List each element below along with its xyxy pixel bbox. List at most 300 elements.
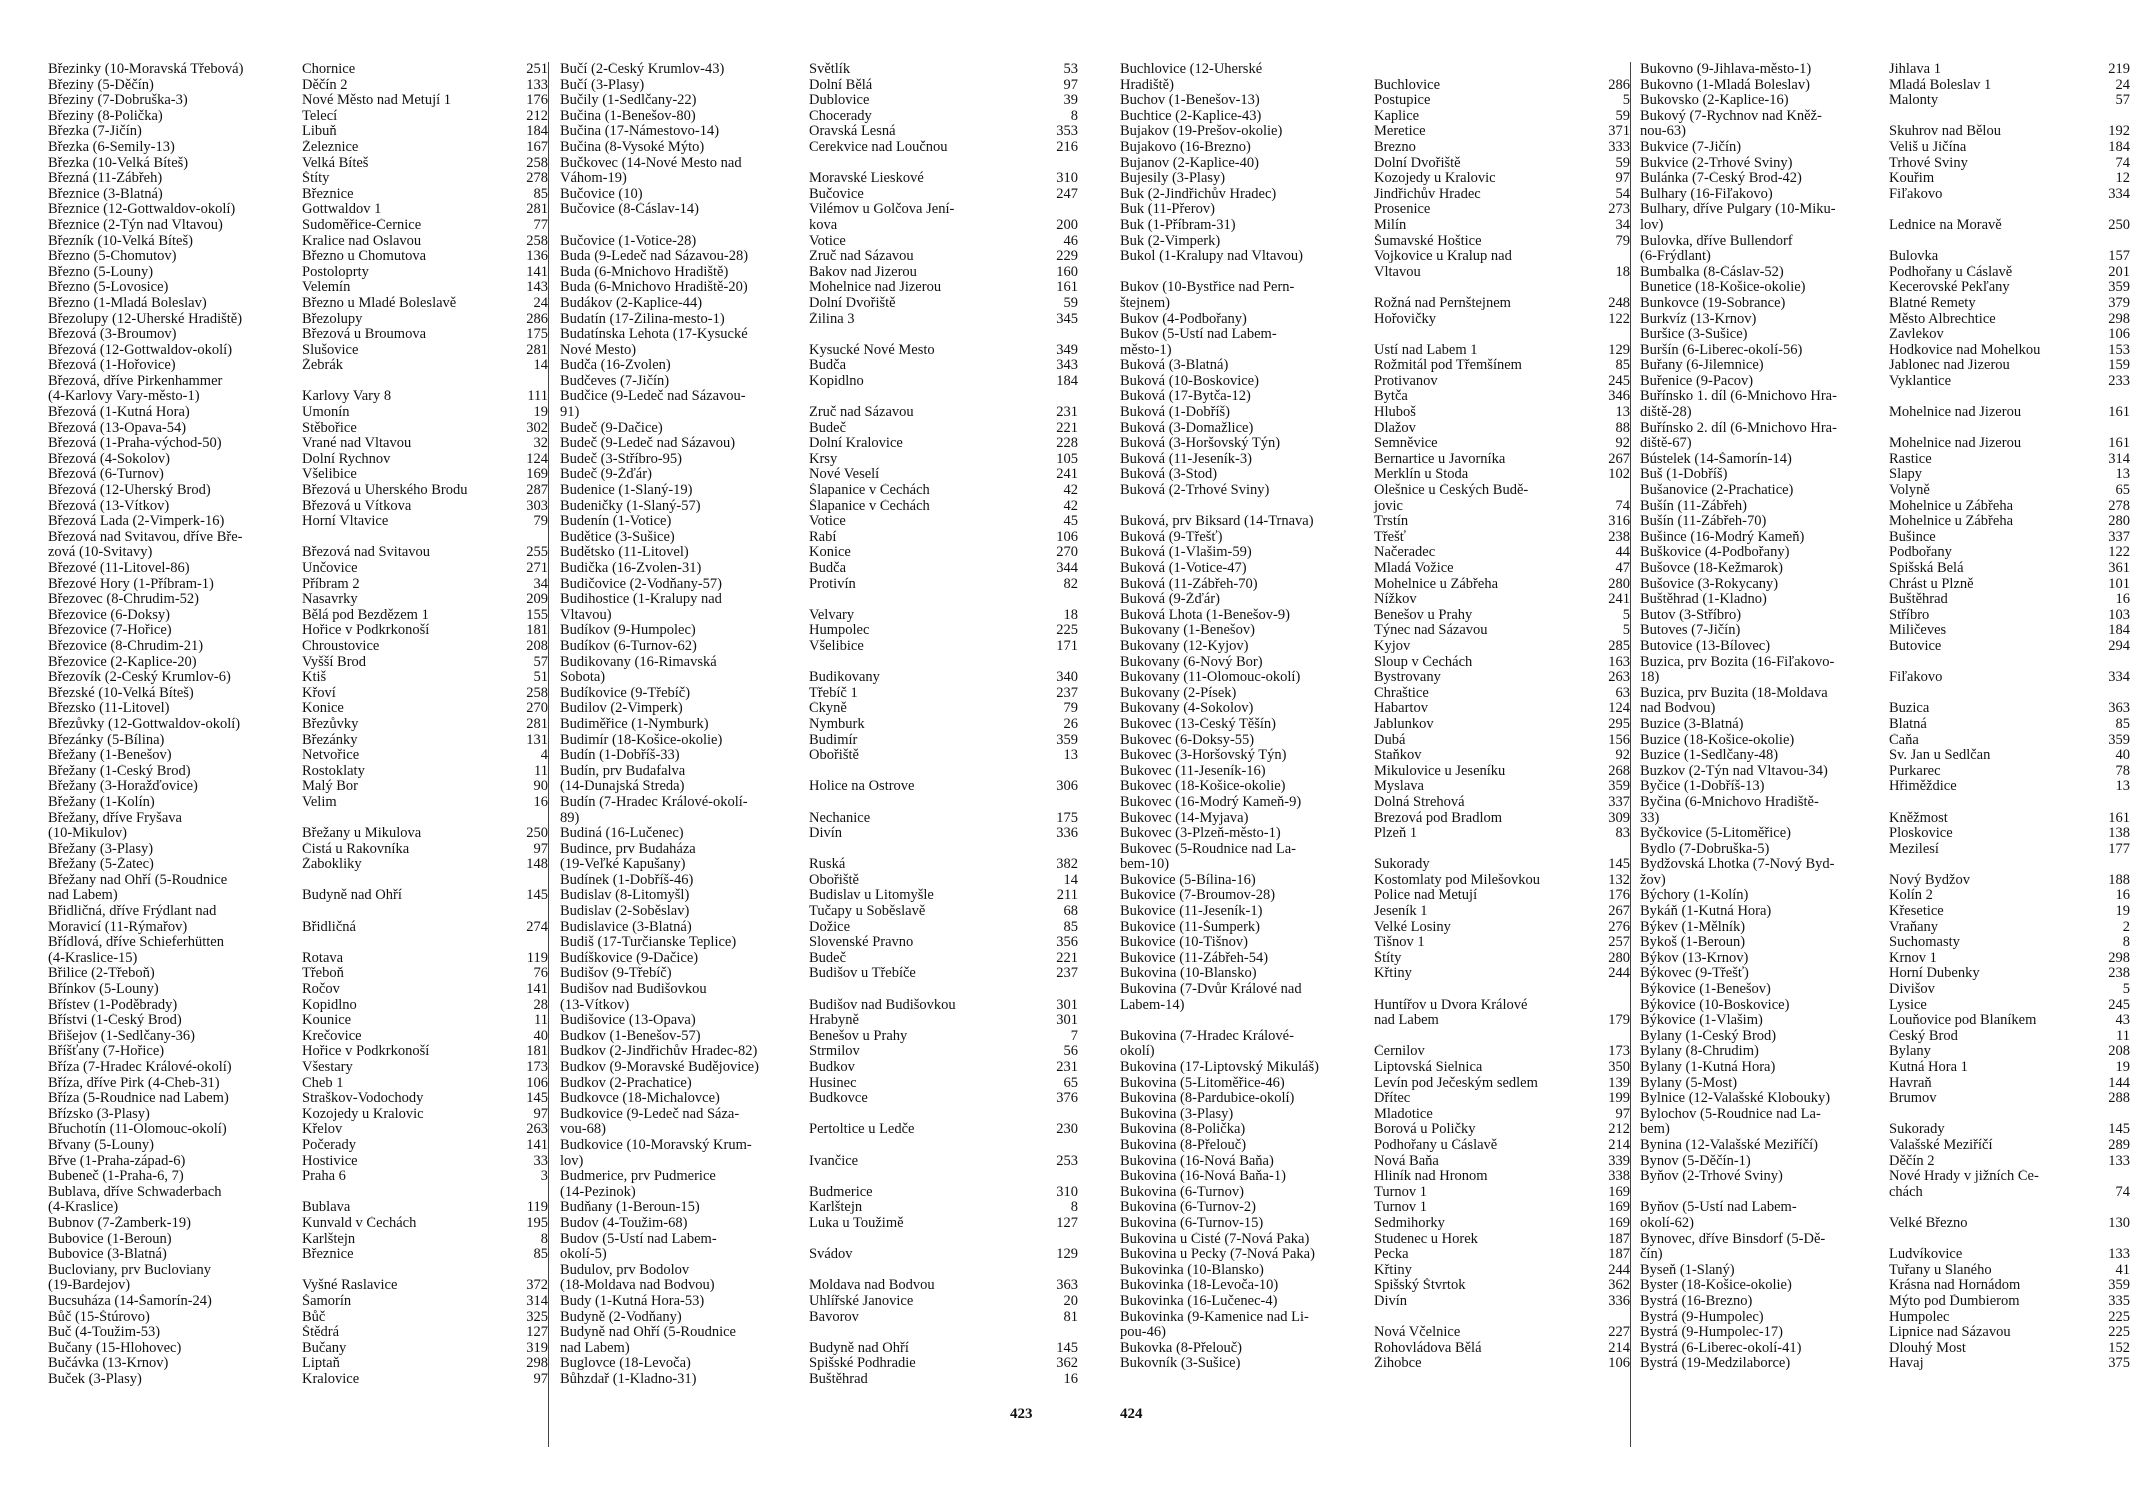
entry-number: 306 bbox=[1056, 778, 1078, 795]
entry-post-office: Meretice bbox=[1374, 124, 1426, 140]
entry-post-office bbox=[805, 156, 1038, 172]
index-entry bbox=[1640, 1169, 2130, 1185]
entry-number: 4 bbox=[540, 747, 548, 764]
index-entry bbox=[1120, 452, 1630, 468]
entry-post-office: Kyjov bbox=[1374, 638, 1411, 654]
index-entry bbox=[48, 1341, 548, 1357]
entry-place: Březka (7-Jičín) bbox=[48, 124, 142, 140]
entry-post-office bbox=[805, 655, 1038, 671]
entry-place: Bukovinka (9-Kamenice nad Li- bbox=[1120, 1309, 1309, 1325]
entry-post-office: Divišov bbox=[1889, 982, 1935, 998]
index-entry bbox=[1120, 1278, 1630, 1294]
entry-number bbox=[2090, 109, 2130, 125]
entry-post-office: Luka u Toužimě bbox=[809, 1215, 904, 1231]
index-entry bbox=[560, 701, 1078, 717]
entry-number: 11 bbox=[534, 762, 548, 779]
entry-place: Byňov (2-Trhové Sviny) bbox=[1640, 1169, 1783, 1185]
entry-post-office: Kolín 2 bbox=[1889, 888, 1933, 904]
entry-post-office bbox=[805, 764, 1038, 780]
entry-number: 169 bbox=[1608, 1214, 1630, 1231]
entry-number bbox=[1038, 764, 1078, 780]
entry-post-office: Chocerady bbox=[809, 108, 872, 124]
entry-place: Buková Lhota (1-Benešov-9) bbox=[1120, 607, 1290, 623]
entry-post-office: Šumavské Hoštice bbox=[1374, 233, 1482, 249]
entry-number: 5 bbox=[1622, 622, 1630, 639]
entry-number bbox=[508, 530, 548, 546]
entry-place: Buřínsko 1. díl (6-Mnichovo Hra- bbox=[1640, 389, 1837, 405]
entry-number: 244 bbox=[1608, 965, 1630, 982]
entry-number: 83 bbox=[1615, 825, 1630, 842]
entry-post-office: Olešnice u Českých Budě- bbox=[1374, 483, 1529, 499]
entry-place: Bukovec (3-Horšovský Týn) bbox=[1120, 748, 1287, 764]
entry-number: 314 bbox=[2108, 450, 2130, 467]
entry-post-office bbox=[1885, 109, 2090, 125]
entry-post-office: Bystrovany bbox=[1374, 670, 1441, 686]
entry-place: Bulhary (16-Fiľakovo) bbox=[1640, 186, 1773, 202]
entry-place: Budatínska Lehota (17-Kysucké bbox=[560, 327, 748, 343]
entry-post-office: Mladotice bbox=[1374, 1106, 1433, 1122]
index-entry bbox=[1640, 873, 2130, 889]
entry-post-office: Cerekvice nad Loučnou bbox=[809, 139, 948, 155]
index-entry bbox=[1120, 1341, 1630, 1357]
entry-number: 359 bbox=[2108, 731, 2130, 748]
entry-number: 216 bbox=[1056, 138, 1078, 155]
entry-place: Březánky (5-Bílina) bbox=[48, 732, 165, 748]
index-entry bbox=[48, 1310, 548, 1326]
entry-place: Bukovice (10-Tišnov) bbox=[1120, 935, 1248, 951]
index-entry bbox=[1120, 670, 1630, 686]
index-entry bbox=[48, 966, 548, 982]
entry-place: Bušince (16-Modrý Kameň) bbox=[1640, 529, 1805, 545]
entry-post-office: Rastice bbox=[1889, 451, 1932, 467]
entry-number: 233 bbox=[2108, 372, 2130, 389]
entry-post-office: Spišská Belá bbox=[1889, 561, 1964, 576]
index-entry bbox=[1120, 62, 1630, 78]
entry-number: 173 bbox=[1608, 1043, 1630, 1060]
entry-post-office: Město Albrechtice bbox=[1889, 311, 1996, 327]
entry-number: 16 bbox=[2115, 591, 2130, 608]
entry-place: Bukovka (8-Přelouč) bbox=[1120, 1340, 1243, 1356]
entry-post-office bbox=[1370, 1310, 1590, 1326]
entry-number: 42 bbox=[1063, 497, 1078, 514]
entry-post-office: Vyšné Raslavice bbox=[302, 1278, 398, 1294]
entry-number bbox=[1590, 982, 1630, 998]
entry-post-office: Trhové Sviny bbox=[1889, 155, 1968, 171]
entry-place: Bukovina u Čisté (7-Nová Paka) bbox=[1120, 1231, 1310, 1247]
entry-place: Bukovinka (10-Blansko) bbox=[1120, 1262, 1264, 1278]
entry-place: pou-46) bbox=[1120, 1325, 1166, 1341]
index-entry bbox=[560, 951, 1078, 967]
entry-place: Buková (2-Trhové Sviny) bbox=[1120, 483, 1270, 499]
entry-post-office: Březová u Broumova bbox=[302, 327, 427, 343]
entry-place: Budkovice (10-Moravský Krum- bbox=[560, 1137, 752, 1153]
entry-place: Bukový (7-Rychnov nad Kněž- bbox=[1640, 108, 1822, 124]
entry-post-office: Bučany bbox=[302, 1340, 347, 1356]
entry-place: Bukovno (1-Mladá Boleslav) bbox=[1640, 77, 1810, 93]
entry-place: Buková (1-Votice-47) bbox=[1120, 561, 1247, 576]
entry-place: Březůvky (12-Gottwaldov-okolí) bbox=[48, 716, 241, 732]
index-entry bbox=[1120, 764, 1630, 780]
entry-number: 28 bbox=[533, 996, 548, 1013]
entry-post-office: Kopidlno bbox=[302, 997, 357, 1013]
entry-place: Budín (1-Dobříš-33) bbox=[560, 748, 680, 764]
entry-place: Bylany (5-Most) bbox=[1640, 1075, 1738, 1091]
entry-post-office: Malý Bor bbox=[302, 779, 358, 795]
entry-post-office: Zruč nad Sázavou bbox=[809, 405, 914, 421]
entry-number bbox=[1038, 592, 1078, 608]
index-entry bbox=[1120, 436, 1630, 452]
entry-number: 200 bbox=[1056, 216, 1078, 233]
index-entry bbox=[48, 389, 548, 405]
entry-number: 163 bbox=[1608, 653, 1630, 670]
index-entry bbox=[1640, 140, 2130, 156]
entry-number bbox=[508, 811, 548, 827]
entry-place: Budmerice, prv Pudmerice bbox=[560, 1169, 716, 1185]
entry-post-office: Merklín u Stoda bbox=[1374, 467, 1469, 483]
entry-post-office: Dolní Dvořiště bbox=[1374, 155, 1461, 171]
entry-post-office: Netvořice bbox=[302, 748, 360, 764]
index-entry bbox=[560, 1138, 1078, 1154]
entry-number: 339 bbox=[1608, 1152, 1630, 1169]
entry-place: Budeč (9-Ledeč nad Sázavou) bbox=[560, 436, 736, 452]
index-entry bbox=[1120, 1091, 1630, 1107]
entry-place: město-1) bbox=[1120, 342, 1172, 358]
entry-post-office: Kopidlno bbox=[809, 373, 864, 389]
entry-place: Břízsko (3-Plasy) bbox=[48, 1106, 150, 1122]
entry-place: Bukovany (1-Benešov) bbox=[1120, 623, 1255, 639]
index-entry bbox=[560, 93, 1078, 109]
entry-place: Buda (6-Mnichovo Hradiště-20) bbox=[560, 280, 748, 296]
entry-post-office: Sukorady bbox=[1889, 1122, 1945, 1138]
entry-place: Březová, dříve Pirkenhammer bbox=[48, 373, 223, 389]
index-entry bbox=[48, 62, 548, 78]
index-entry bbox=[48, 904, 548, 920]
entry-number bbox=[1038, 1263, 1078, 1279]
entry-number: 153 bbox=[2108, 341, 2130, 358]
entry-place: Bučina (17-Námestovo-14) bbox=[560, 124, 720, 140]
entry-post-office: Bavorov bbox=[809, 1309, 859, 1325]
index-entry bbox=[1640, 187, 2130, 203]
entry-place: Budča (16-Zvolen) bbox=[560, 358, 671, 374]
entry-post-office: Kozojedy u Kralovic bbox=[1374, 171, 1496, 187]
entry-place: Břístvi (1-Český Brod) bbox=[48, 1013, 182, 1029]
entry-number bbox=[2090, 1107, 2130, 1123]
entry-place: Březová nad Svitavou, dříve Bře- bbox=[48, 529, 243, 545]
entry-place: Bušovice (3-Rokycany) bbox=[1640, 576, 1779, 592]
entry-number: 97 bbox=[1615, 170, 1630, 187]
entry-post-office: Podhořany u Čáslavě bbox=[1889, 264, 2013, 280]
entry-place: Buzice (18-Košice-okolie) bbox=[1640, 732, 1795, 748]
entry-place: Bulánka (7-Český Brod-42) bbox=[1640, 171, 1802, 187]
entry-post-office: nad Labem bbox=[1374, 1013, 1439, 1029]
entry-place bbox=[1120, 499, 1370, 515]
index-entry bbox=[48, 888, 548, 904]
index-entry bbox=[48, 467, 548, 483]
index-entry bbox=[48, 764, 548, 780]
entry-number: 273 bbox=[1608, 201, 1630, 218]
index-entry bbox=[1120, 389, 1630, 405]
entry-post-office: Nížkov bbox=[1374, 592, 1417, 608]
index-entry bbox=[1120, 109, 1630, 125]
index-entry bbox=[560, 998, 1078, 1014]
index-entry bbox=[1640, 421, 2130, 437]
entry-place: Budkov (2-Prachatice) bbox=[560, 1075, 692, 1091]
entry-number: 221 bbox=[1056, 949, 1078, 966]
index-entry bbox=[1640, 561, 2130, 577]
index-entry bbox=[1640, 686, 2130, 702]
index-entry bbox=[48, 857, 548, 873]
entry-place: Buda (6-Mnichovo Hradiště) bbox=[560, 264, 729, 280]
entry-post-office: Ludvíkovice bbox=[1889, 1247, 1963, 1263]
entry-post-office: Žilina 3 bbox=[809, 311, 855, 327]
entry-post-office: Ktiš bbox=[302, 670, 327, 686]
entry-post-office bbox=[1885, 389, 2090, 405]
entry-post-office: Sloup v Čechách bbox=[1374, 654, 1473, 670]
entry-place: Bylnice (12-Valašské Klobouky) bbox=[1640, 1091, 1831, 1107]
entry-number: 14 bbox=[533, 357, 548, 374]
index-entry bbox=[560, 452, 1078, 468]
column-3 bbox=[1120, 62, 1631, 1447]
entry-place: Bynina (12-Valašské Meziříčí) bbox=[1640, 1137, 1818, 1153]
index-entry bbox=[560, 109, 1078, 125]
entry-place: Břidličná, dříve Frýdlant nad bbox=[48, 904, 217, 920]
index-entry bbox=[1640, 312, 2130, 328]
index-entry bbox=[1640, 1232, 2130, 1248]
entry-place: Buchov (1-Benešov-13) bbox=[1120, 93, 1260, 109]
entry-place: Březolupy (12-Uherské Hradiště) bbox=[48, 311, 243, 327]
index-entry bbox=[1640, 327, 2130, 343]
entry-place: nad Labem) bbox=[560, 1340, 630, 1356]
entry-post-office: Myslava bbox=[1374, 779, 1424, 795]
entry-number: 63 bbox=[1615, 684, 1630, 701]
entry-post-office: Mohelnice nad Jizerou bbox=[809, 280, 942, 296]
entry-number bbox=[2090, 389, 2130, 405]
index-entry bbox=[1640, 1216, 2130, 1232]
entry-post-office: Hodkovice nad Mohelkou bbox=[1889, 342, 2041, 358]
entry-post-office: Kostomlaty pod Milešovkou bbox=[1374, 872, 1540, 888]
index-entry bbox=[560, 156, 1078, 172]
index-entry bbox=[1640, 374, 2130, 390]
entry-number: 345 bbox=[1056, 310, 1078, 327]
entry-place: Březová (1-Kutná Hora) bbox=[48, 405, 190, 421]
index-entry bbox=[560, 187, 1078, 203]
entry-post-office: Kaplice bbox=[1374, 108, 1420, 124]
index-entry bbox=[560, 421, 1078, 437]
index-entry bbox=[48, 78, 548, 94]
index-entry bbox=[48, 1013, 548, 1029]
entry-place: Březová (3-Broumov) bbox=[48, 327, 177, 343]
index-entry bbox=[48, 312, 548, 328]
entry-post-office: Mohelnice u Zábřeha bbox=[1889, 498, 2014, 514]
entry-number: 231 bbox=[1056, 1059, 1078, 1075]
entry-post-office bbox=[1885, 421, 2090, 437]
index-entry bbox=[48, 748, 548, 764]
entry-post-office: Moldava nad Bodvou bbox=[809, 1278, 935, 1294]
entry-number bbox=[1038, 1138, 1078, 1154]
entry-post-office: Tišnov 1 bbox=[1374, 935, 1425, 951]
entry-place: Budislav (2-Soběslav) bbox=[560, 904, 690, 920]
entry-place: Bušovce (18-Kežmarok) bbox=[1640, 561, 1783, 576]
index-entry bbox=[1120, 545, 1630, 561]
entry-place: Břístev (1-Poděbrady) bbox=[48, 997, 178, 1013]
entry-number: 24 bbox=[533, 294, 548, 311]
entry-post-office: Hořovičky bbox=[1374, 311, 1437, 327]
entry-number: 74 bbox=[2115, 1183, 2130, 1200]
entry-place: Bydžovská Lhotka (7-Nový Byd- bbox=[1640, 857, 1835, 873]
entry-place: Vltavou) bbox=[560, 607, 612, 623]
entry-number: 176 bbox=[526, 92, 548, 109]
entry-post-office: Hřiměždice bbox=[1889, 779, 1957, 795]
entry-number: 97 bbox=[1063, 76, 1078, 93]
entry-place: Bystrá (6-Liberec-okolí-41) bbox=[1640, 1340, 1802, 1356]
index-entry bbox=[1640, 296, 2130, 312]
index-entry bbox=[48, 545, 548, 561]
index-entry bbox=[1640, 982, 2130, 998]
entry-post-office: Levín pod Ječeským sedlem bbox=[1374, 1075, 1538, 1091]
entry-post-office: Jihlava 1 bbox=[1889, 62, 1941, 77]
entry-place: Budíkovice (9-Třebíč) bbox=[560, 685, 691, 701]
entry-place: Bukovník (3-Sušice) bbox=[1120, 1356, 1241, 1372]
index-entry bbox=[48, 577, 548, 593]
entry-number: 278 bbox=[2108, 497, 2130, 514]
entry-number: 219 bbox=[2108, 61, 2130, 77]
entry-number: 298 bbox=[2108, 310, 2130, 327]
index-entry bbox=[1640, 1029, 2130, 1045]
entry-post-office: Počerady bbox=[302, 1137, 356, 1153]
index-entry bbox=[560, 1356, 1078, 1372]
index-entry bbox=[560, 826, 1078, 842]
entry-post-office: Třešť bbox=[1374, 529, 1406, 545]
index-entry bbox=[1120, 327, 1630, 343]
entry-post-office: Ročov bbox=[302, 982, 340, 998]
entry-number: 237 bbox=[1056, 965, 1078, 982]
entry-place: Břišejov (1-Sedlčany-36) bbox=[48, 1028, 195, 1044]
entry-number: 40 bbox=[2115, 747, 2130, 764]
entry-post-office: Slapy bbox=[1889, 467, 1923, 483]
entry-place: Buková (3-Blatná) bbox=[1120, 358, 1229, 374]
entry-post-office: Velemín bbox=[302, 280, 351, 296]
index-entry bbox=[48, 187, 548, 203]
entry-post-office: Hliník nad Hronom bbox=[1374, 1169, 1488, 1185]
entry-post-office bbox=[805, 1138, 1038, 1154]
index-entry bbox=[560, 530, 1078, 546]
entry-number: 122 bbox=[2108, 544, 2130, 561]
index-entry bbox=[1120, 249, 1630, 265]
index-entry bbox=[560, 655, 1078, 671]
entry-number: 74 bbox=[2115, 154, 2130, 171]
entry-place: Bukovec (5-Roudnice nad La- bbox=[1120, 841, 1296, 857]
index-entry bbox=[1120, 1185, 1630, 1201]
entry-place: Bukovina u Pecky (7-Nová Paka) bbox=[1120, 1247, 1315, 1263]
index-entry bbox=[1120, 1169, 1630, 1185]
entry-place: Březiny (7-Dobruška-3) bbox=[48, 93, 188, 109]
entry-post-office: Mladá Vožice bbox=[1374, 561, 1454, 576]
entry-post-office: Horní Vltavice bbox=[302, 514, 389, 530]
entry-number bbox=[2090, 795, 2130, 811]
entry-place: Budišovice (13-Opava) bbox=[560, 1013, 696, 1029]
entry-place: Bucsuháza (14-Šamorín-24) bbox=[48, 1293, 212, 1309]
entry-number: 238 bbox=[1608, 528, 1630, 545]
index-entry bbox=[1640, 78, 2130, 94]
entry-post-office: Křesetice bbox=[1889, 904, 1944, 920]
entry-number: 85 bbox=[533, 185, 548, 202]
entry-place: Buková (11-Zábřeh-70) bbox=[1120, 576, 1258, 592]
entry-place: žov) bbox=[1640, 872, 1666, 888]
entry-post-office: Žebrák bbox=[302, 358, 344, 374]
entry-number: 298 bbox=[2108, 949, 2130, 966]
index-entry bbox=[1120, 312, 1630, 328]
index-entry bbox=[48, 592, 548, 608]
entry-post-office: Budkov bbox=[809, 1060, 855, 1075]
index-entry bbox=[560, 966, 1078, 982]
entry-place: Buková (3-Horšovský Týn) bbox=[1120, 436, 1281, 452]
entry-place: Bušanovice (2-Prachatice) bbox=[1640, 483, 1794, 499]
index-entry bbox=[1120, 592, 1630, 608]
entry-number: 13 bbox=[1063, 747, 1078, 764]
index-entry bbox=[1640, 1325, 2130, 1341]
entry-post-office: Protivín bbox=[809, 576, 856, 592]
index-entry bbox=[560, 779, 1078, 795]
index-entry bbox=[48, 436, 548, 452]
entry-place: Bukovany (12-Kyjov) bbox=[1120, 638, 1249, 654]
entry-number: 336 bbox=[1608, 1292, 1630, 1309]
entry-number: 97 bbox=[533, 840, 548, 857]
index-entry bbox=[1640, 171, 2130, 187]
entry-number: 184 bbox=[526, 123, 548, 140]
column-1 bbox=[48, 62, 549, 1447]
entry-number: 349 bbox=[1056, 341, 1078, 358]
entry-number: 188 bbox=[2108, 871, 2130, 888]
entry-post-office: Vrané nad Vltavou bbox=[302, 436, 412, 452]
entry-post-office: Humpolec bbox=[1889, 1309, 1950, 1325]
entry-number: 88 bbox=[1615, 419, 1630, 436]
index-entry bbox=[48, 1169, 548, 1185]
entry-number: 133 bbox=[2108, 1246, 2130, 1263]
entry-post-office: Nové Veselí bbox=[809, 467, 880, 483]
entry-post-office: Bušince bbox=[1889, 529, 1936, 545]
entry-number: 271 bbox=[526, 560, 548, 576]
index-entry bbox=[1640, 1013, 2130, 1029]
entry-place: Budenín (1-Votice) bbox=[560, 514, 672, 530]
entry-number: 295 bbox=[1608, 715, 1630, 732]
entry-number: 8 bbox=[1070, 107, 1078, 124]
entry-post-office: Lipnice nad Sázavou bbox=[1889, 1325, 2011, 1341]
index-entry bbox=[1120, 171, 1630, 187]
entry-post-office: Březová u Uherského Brodu bbox=[302, 483, 468, 499]
entry-post-office: Bakov nad Jizerou bbox=[809, 264, 917, 280]
entry-place: Buršice (3-Sušice) bbox=[1640, 327, 1748, 343]
index-entry bbox=[560, 1247, 1078, 1263]
entry-number: 161 bbox=[1056, 279, 1078, 296]
entry-number: 136 bbox=[526, 248, 548, 265]
entry-place: Bukovina (17-Liptovský Mikuláš) bbox=[1120, 1060, 1319, 1075]
entry-place: Bukovno (9-Jihlava-město-1) bbox=[1640, 62, 1812, 77]
entry-place: Bukovice (5-Bílina-16) bbox=[1120, 872, 1256, 888]
entry-place: Březka (10-Velká Bíteš) bbox=[48, 155, 189, 171]
index-entry bbox=[48, 171, 548, 187]
entry-number: 2 bbox=[2122, 918, 2130, 935]
index-entry bbox=[1120, 686, 1630, 702]
entry-number: 379 bbox=[2108, 294, 2130, 311]
index-entry bbox=[48, 483, 548, 499]
entry-place: Budíškovice (9-Dačice) bbox=[560, 950, 699, 966]
index-entry bbox=[560, 1341, 1078, 1357]
entry-post-office: Štědrá bbox=[302, 1325, 340, 1341]
entry-number: 192 bbox=[2108, 123, 2130, 140]
entry-post-office: Všelibice bbox=[809, 638, 864, 654]
entry-number: 208 bbox=[526, 637, 548, 654]
entry-post-office: Nové Hrady v jižních Če- bbox=[1889, 1169, 2039, 1185]
